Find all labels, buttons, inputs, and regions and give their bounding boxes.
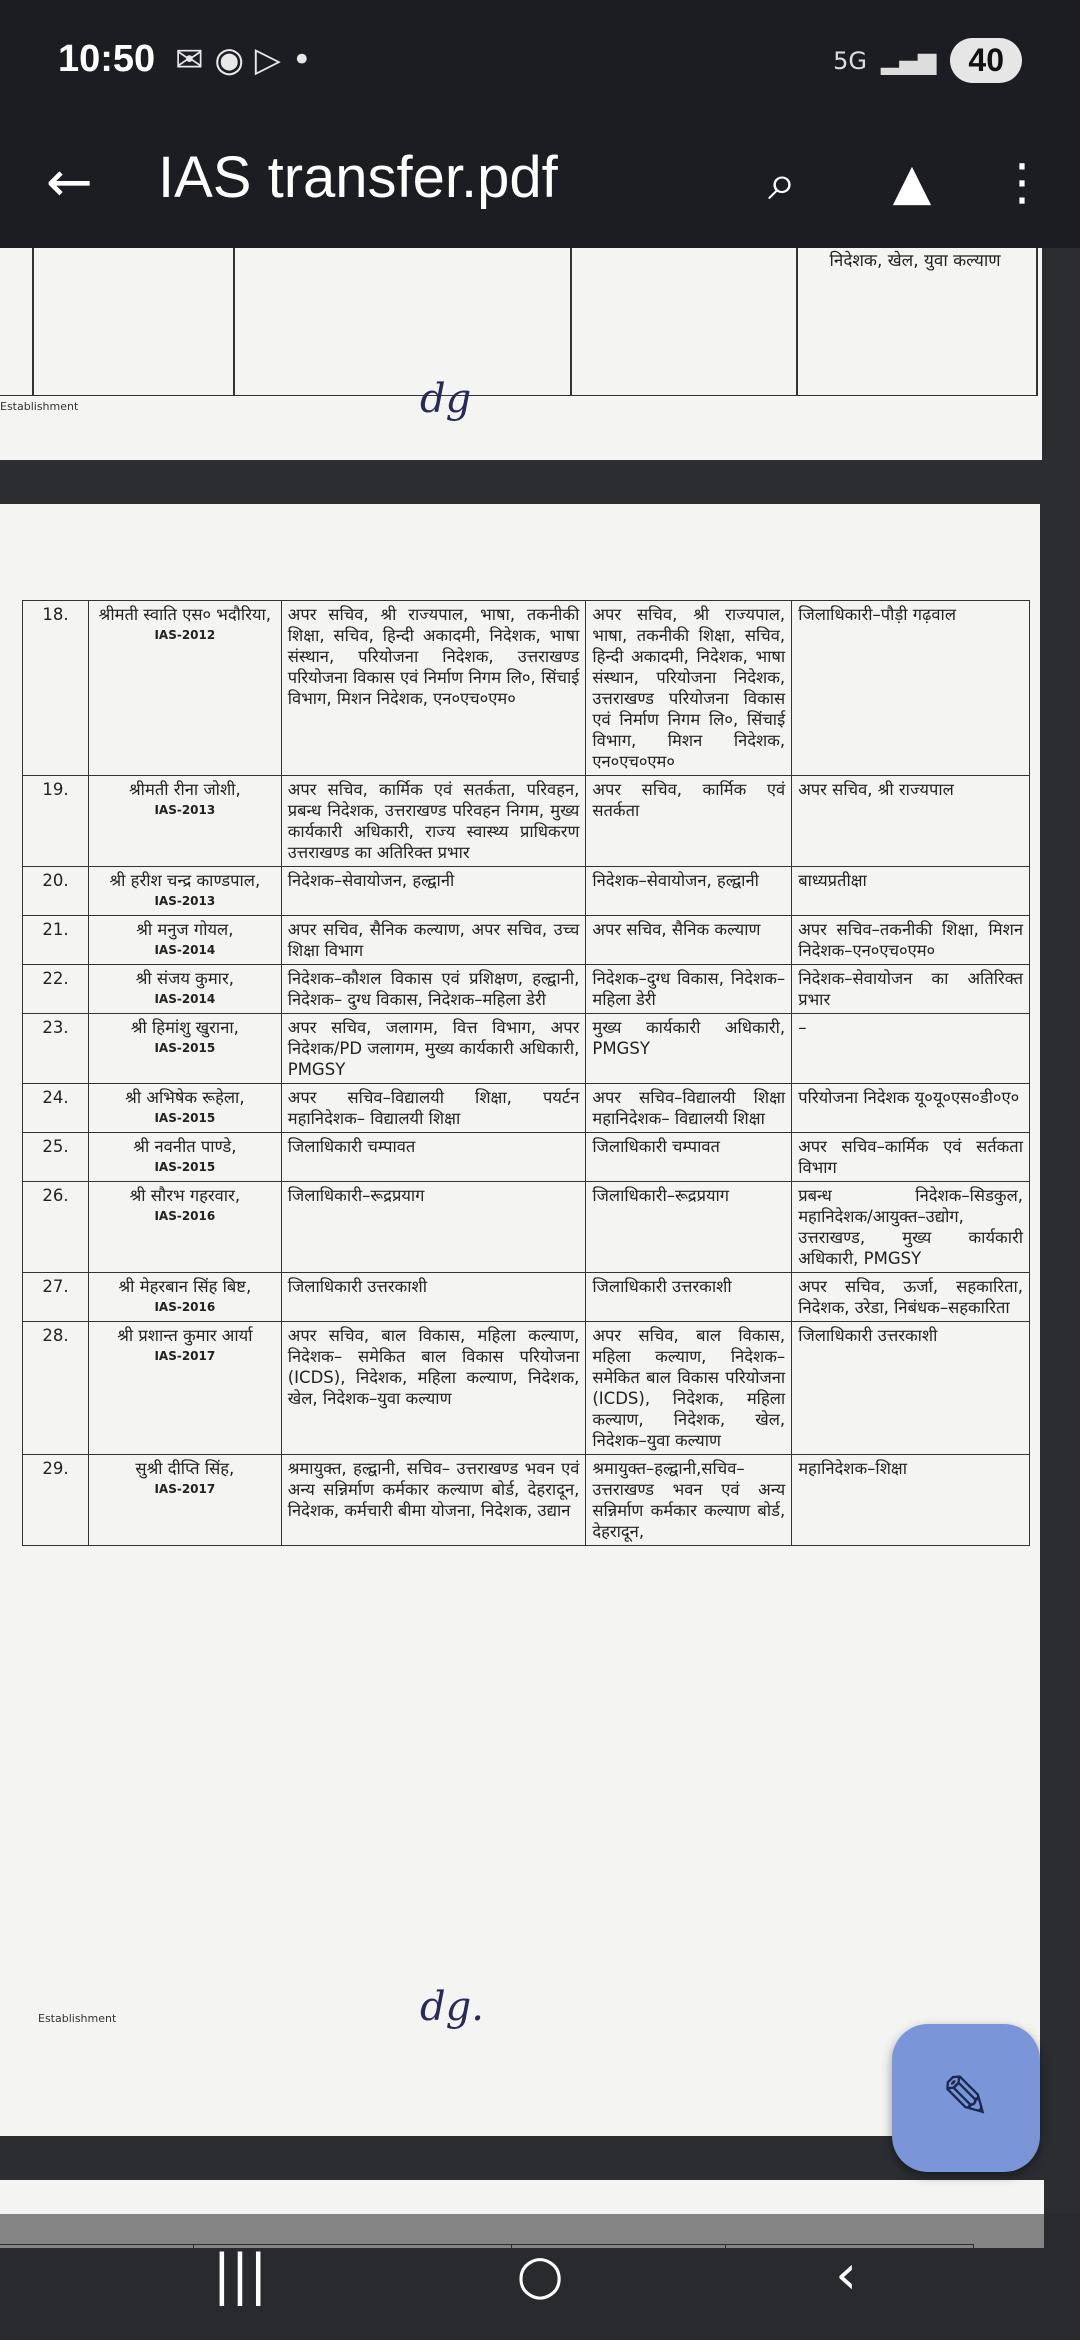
current-post-cell: श्रमायुक्त, हल्द्वानी, सचिव– उत्तराखण्ड भवन एवं अन्य सन्निर्माण कर्मकार कल्याण बोर्ड, देहरादून, निदेशक, कर्मचारी बीमा योजना, निदेशक, उद्यान xyxy=(281,1455,586,1546)
status-bar xyxy=(0,0,1080,120)
new-post-cell: अपर सचिव–तकनीकी शिक्षा, मिशन निदेशक–एन०एच०एम० xyxy=(792,916,1030,965)
battery-indicator: 40 xyxy=(950,38,1022,83)
officer-cell xyxy=(88,867,281,916)
new-post-cell: जिलाधिकारी–पौड़ी गढ़वाल xyxy=(792,601,1030,776)
app-bar xyxy=(0,120,1080,248)
signal-icon: ▂▄▆ xyxy=(881,46,937,75)
current-post-cell: निदेशक–सेवायोजन, हल्द्वानी xyxy=(281,867,586,916)
new-post-cell: जिलाधिकारी उत्तरकाशी xyxy=(792,1322,1030,1455)
serial-cell: 24. xyxy=(23,1084,89,1133)
prev-page-cell: निदेशक, खेल, युवा कल्याण xyxy=(829,251,1001,271)
table-row xyxy=(23,1322,1030,1455)
officer-cell xyxy=(88,1182,281,1273)
batch-label: IAS-2015 xyxy=(154,1041,216,1055)
new-post-cell: परियोजना निदेशक यू०यू०एस०डी०ए० xyxy=(792,1084,1030,1133)
notification-icons xyxy=(175,40,312,80)
serial-cell: 26. xyxy=(23,1182,89,1273)
home-icon[interactable]: ○ xyxy=(516,2242,564,2306)
released-post-cell: अपर सचिव–विद्यालयी शिक्षा महानिदेशक– विद्यालयी शिक्षा xyxy=(586,1084,792,1133)
serial-cell: 28. xyxy=(23,1322,89,1455)
officer-name: श्री मेहरबान सिंह बिष्ट, xyxy=(118,1277,252,1296)
batch-label: IAS-2016 xyxy=(154,1300,216,1314)
current-post-cell: अपर सचिव, बाल विकास, महिला कल्याण, निदेशक– समेकित बाल विकास परियोजना (ICDS), निदेशक, महिला कल्याण, निदेशक, खेल, निदेशक–युवा कल्याण xyxy=(281,1322,586,1455)
current-post-cell: अपर सचिव, कार्मिक एवं सतर्कता, परिवहन, प्रबन्ध निदेशक, उत्तराखण्ड परिवहन निगम, मुख्य कार्यकारी अधिकारी, राज्य स्वास्थ्य प्राधिकरण उत्तराखण्ड का अतिरिक्त प्रभार xyxy=(281,776,586,867)
serial-cell: 22. xyxy=(23,965,89,1014)
released-post-cell: जिलाधिकारी चम्पावत xyxy=(586,1133,792,1182)
table-row xyxy=(23,1273,1030,1322)
officer-cell xyxy=(88,1014,281,1084)
system-icons xyxy=(833,38,1022,83)
table-row xyxy=(23,867,1030,916)
table-row xyxy=(23,965,1030,1014)
officer-name: श्री हिमांशु खुराना, xyxy=(130,1018,239,1037)
new-post-cell: बाध्यप्रतीक्षा xyxy=(792,867,1030,916)
released-post-cell: निदेशक–दुग्ध विकास, निदेशक–महिला डेरी xyxy=(586,965,792,1014)
table-row xyxy=(23,1014,1030,1084)
serial-cell: 20. xyxy=(23,867,89,916)
released-post-cell: अपर सचिव, सैनिक कल्याण xyxy=(586,916,792,965)
officer-name: श्री नवनीत पाण्डे, xyxy=(133,1137,237,1156)
play-icon: ▷ xyxy=(254,40,281,80)
new-post-cell: अपर सचिव–कार्मिक एवं सर्तकता विभाग xyxy=(792,1133,1030,1182)
officer-cell xyxy=(88,776,281,867)
released-post-cell: श्रमायुक्त–हल्द्वानी,सचिव– उत्तराखण्ड भवन एवं अन्य सन्निर्माण कर्मकार कल्याण बोर्ड, देहरादून, xyxy=(586,1455,792,1546)
officer-name: सुश्री दीप्ति सिंह, xyxy=(135,1459,235,1478)
document-title: IAS transfer.pdf xyxy=(158,145,558,210)
new-post-cell: निदेशक–सेवायोजन का अतिरिक्त प्रभार xyxy=(792,965,1030,1014)
previous-page xyxy=(0,248,1042,460)
current-post-cell: जिलाधिकारी चम्पावत xyxy=(281,1133,586,1182)
prev-page-footer: Establishment xyxy=(0,400,79,413)
serial-cell: 23. xyxy=(23,1014,89,1084)
officer-name: श्री संजय कुमार, xyxy=(135,969,234,988)
network-label: 5G xyxy=(833,46,868,75)
batch-label: IAS-2014 xyxy=(154,943,216,957)
clock: 10:50 xyxy=(58,38,156,80)
batch-label: IAS-2012 xyxy=(154,628,216,642)
officer-cell xyxy=(88,916,281,965)
page-footer: Establishment xyxy=(38,2012,117,2025)
dot-icon: • xyxy=(291,40,312,80)
add-to-drive-icon[interactable]: ▲ xyxy=(892,153,932,211)
officer-name: श्री सौरभ गहरवार, xyxy=(129,1186,241,1205)
back-arrow-icon[interactable]: ← xyxy=(46,150,93,215)
new-post-cell: अपर सचिव, ऊर्जा, सहकारिता, निदेशक, उरेडा, निबंधक–सहकारिता xyxy=(792,1273,1030,1322)
new-post-cell: अपर सचिव, श्री राज्यपाल xyxy=(792,776,1030,867)
officer-cell xyxy=(88,601,281,776)
officer-name: श्रीमती रीना जोशी, xyxy=(129,780,241,799)
page-signature: dg. xyxy=(420,1984,484,2030)
officer-cell xyxy=(88,1273,281,1322)
released-post-cell: अपर सचिव, श्री राज्यपाल, भाषा, तकनीकी शिक्षा, सचिव, हिन्दी अकादमी, निदेशक, भाषा संस्थान, परियोजना निदेशक, उत्तराखण्ड परियोजना विकास एवं निर्माण निगम लि०, सिंचाई विभाग, मिशन निदेशक, एन०एच०एम० xyxy=(586,601,792,776)
current-post-cell: अपर सचिव, सैनिक कल्याण, अपर सचिव, उच्च शिक्षा विभाग xyxy=(281,916,586,965)
officer-cell xyxy=(88,1455,281,1546)
table-row xyxy=(23,1133,1030,1182)
edit-pen-icon: ✎ xyxy=(940,2063,992,2133)
recents-icon[interactable]: ||| xyxy=(212,2242,268,2306)
officer-name: श्री मनुज गोयल, xyxy=(136,920,234,939)
released-post-cell: अपर सचिव, कार्मिक एवं सतर्कता xyxy=(586,776,792,867)
pdf-page xyxy=(0,504,1040,2136)
officer-cell xyxy=(88,1084,281,1133)
more-options-icon[interactable]: ⋮ xyxy=(997,153,1047,211)
table-row xyxy=(23,1182,1030,1273)
batch-label: IAS-2013 xyxy=(154,803,216,817)
signature: dg xyxy=(420,376,472,422)
transfer-table xyxy=(22,600,1030,1546)
search-in-document-icon[interactable]: ⌕ xyxy=(768,152,796,211)
navigation-bar xyxy=(0,2214,1080,2340)
batch-label: IAS-2015 xyxy=(154,1111,216,1125)
batch-label: IAS-2014 xyxy=(154,992,216,1006)
table-row xyxy=(23,1455,1030,1546)
released-post-cell: निदेशक–सेवायोजन, हल्द्वानी xyxy=(586,867,792,916)
released-post-cell: मुख्य कार्यकारी अधिकारी, PMGSY xyxy=(586,1014,792,1084)
mail-icon: ✉ xyxy=(175,40,204,80)
serial-cell: 25. xyxy=(23,1133,89,1182)
current-post-cell: अपर सचिव–विद्यालयी शिक्षा, पयर्टन महानिदेशक– विद्यालयी शिक्षा xyxy=(281,1084,586,1133)
batch-label: IAS-2015 xyxy=(154,1160,216,1174)
officer-cell xyxy=(88,1322,281,1455)
notification-icon: ◉ xyxy=(214,40,244,80)
batch-label: IAS-2017 xyxy=(154,1349,216,1363)
serial-cell: 18. xyxy=(23,601,89,776)
table-row xyxy=(23,916,1030,965)
released-post-cell: जिलाधिकारी–रूद्रप्रयाग xyxy=(586,1182,792,1273)
serial-cell: 27. xyxy=(23,1273,89,1322)
table-row xyxy=(23,601,1030,776)
table-row xyxy=(23,1084,1030,1133)
current-post-cell: जिलाधिकारी–रूद्रप्रयाग xyxy=(281,1182,586,1273)
new-post-cell: – xyxy=(792,1014,1030,1084)
current-post-cell: अपर सचिव, जलागम, वित्त विभाग, अपर निदेशक/PD जलागम, मुख्य कार्यकारी अधिकारी, PMGSY xyxy=(281,1014,586,1084)
current-post-cell: जिलाधिकारी उत्तरकाशी xyxy=(281,1273,586,1322)
officer-name: श्री हरीश चन्द्र काण्डपाल, xyxy=(109,871,261,890)
serial-cell: 19. xyxy=(23,776,89,867)
new-post-cell: प्रबन्ध निदेशक–सिडकुल, महानिदेशक/आयुक्त–उद्योग, उत्तराखण्ड, मुख्य कार्यकारी अधिकारी, PMGSY xyxy=(792,1182,1030,1273)
annotate-button[interactable] xyxy=(892,2024,1040,2172)
serial-cell: 21. xyxy=(23,916,89,965)
serial-cell: 29. xyxy=(23,1455,89,1546)
released-post-cell: जिलाधिकारी उत्तरकाशी xyxy=(586,1273,792,1322)
batch-label: IAS-2013 xyxy=(154,894,216,908)
pdf-viewer[interactable] xyxy=(0,248,1080,2248)
batch-label: IAS-2016 xyxy=(154,1209,216,1223)
released-post-cell: अपर सचिव, बाल विकास, महिला कल्याण, निदेशक–समेकित बाल विकास परियोजना (ICDS), निदेशक, महिला कल्याण, निदेशक, खेल, निदेशक–युवा कल्याण xyxy=(586,1322,792,1455)
officer-name: श्री प्रशान्त कुमार आर्या xyxy=(117,1326,253,1345)
officer-cell xyxy=(88,1133,281,1182)
new-post-cell: महानिदेशक–शिक्षा xyxy=(792,1455,1030,1546)
officer-cell xyxy=(88,965,281,1014)
back-icon[interactable]: ‹ xyxy=(835,2242,857,2306)
officer-name: श्री अभिषेक रूहेला, xyxy=(125,1088,245,1107)
batch-label: IAS-2017 xyxy=(154,1482,216,1496)
current-post-cell: निदेशक–कौशल विकास एवं प्रशिक्षण, हल्द्वानी, निदेशक– दुग्ध विकास, निदेशक–महिला डेरी xyxy=(281,965,586,1014)
officer-name: श्रीमती स्वाति एस० भदौरिया, xyxy=(98,605,272,624)
current-post-cell: अपर सचिव, श्री राज्यपाल, भाषा, तकनीकी शिक्षा, सचिव, हिन्दी अकादमी, निदेशक, भाषा संस्थान, परियोजना निदेशक, उत्तराखण्ड परियोजना विकास एवं निर्माण निगम लि०, सिंचाई विभाग, मिशन निदेशक, एन०एच०एम० xyxy=(281,601,586,776)
table-row xyxy=(23,776,1030,867)
